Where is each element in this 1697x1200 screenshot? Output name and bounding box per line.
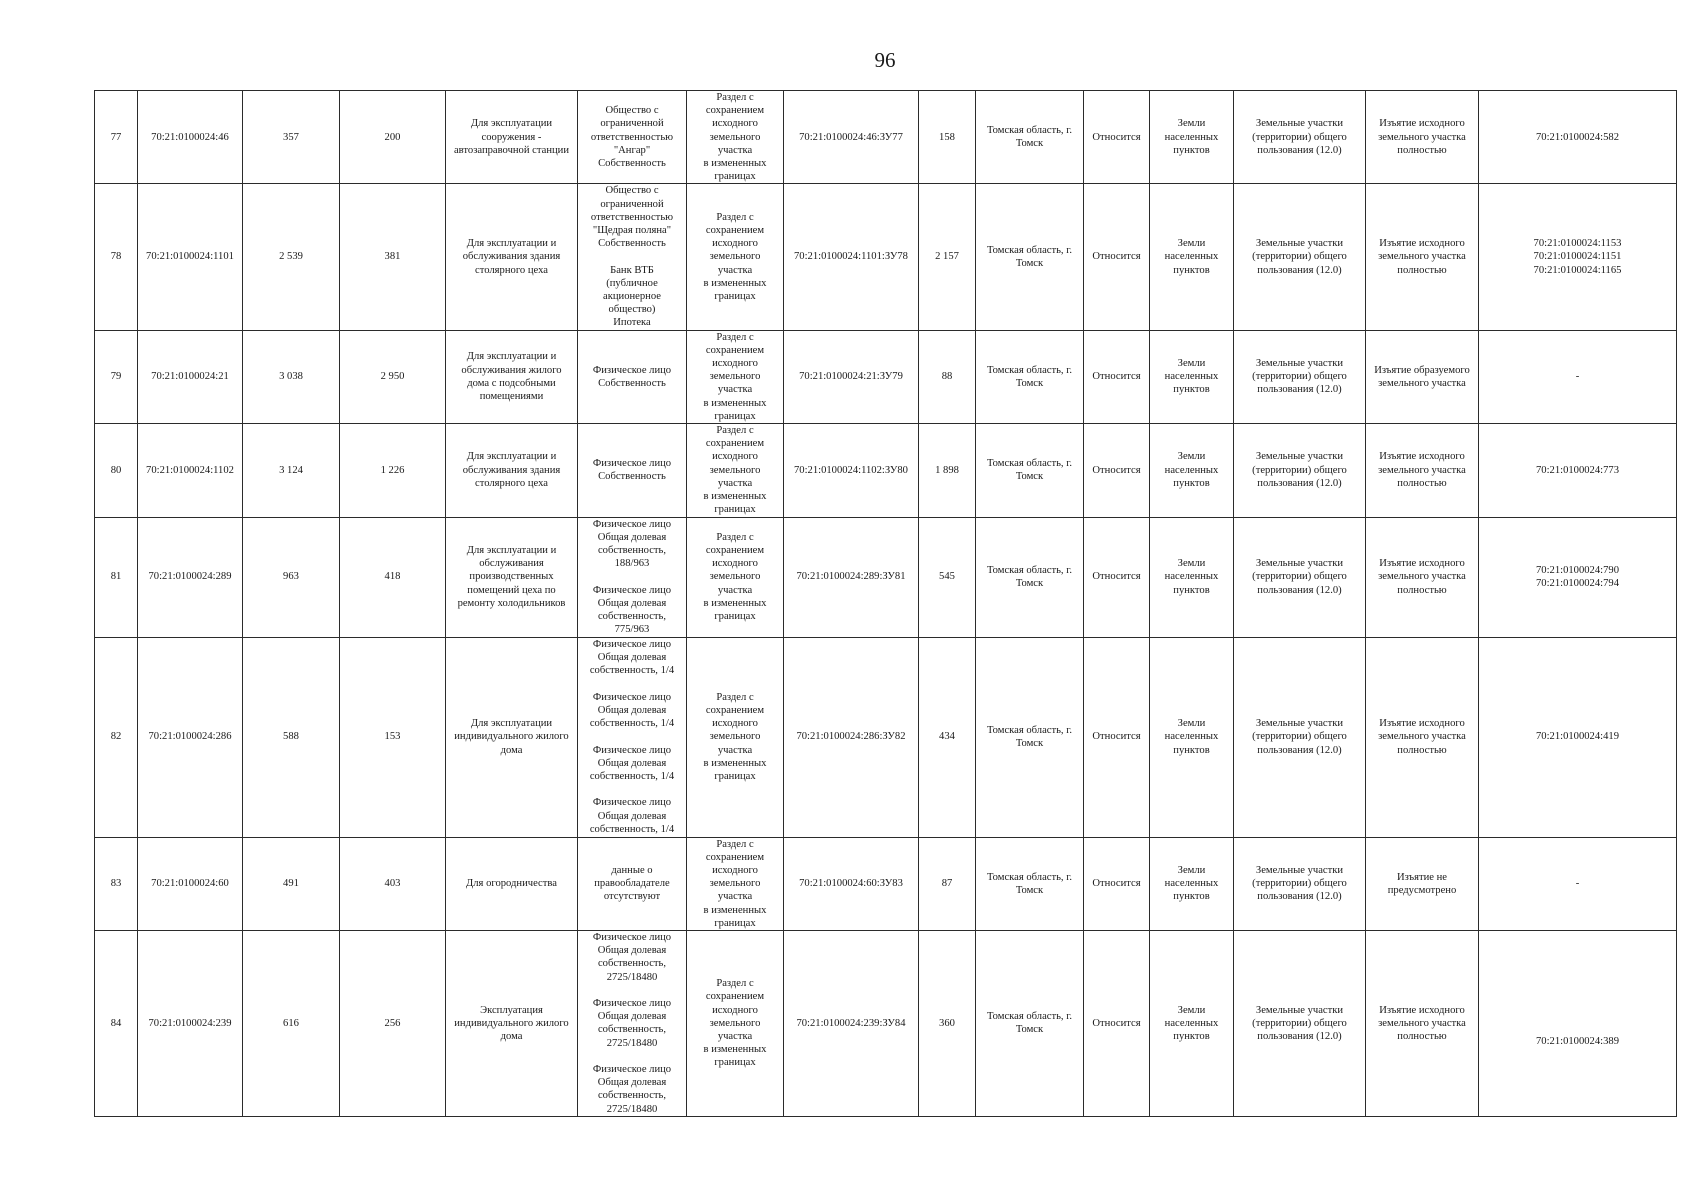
relation: Относится (1084, 930, 1150, 1116)
seizure-action: Изъятие исходного земельного участка полностью (1366, 424, 1479, 517)
new-plot-number: 70:21:0100024:1102:ЗУ80 (784, 424, 919, 517)
rights-holder: Физическое лицо Собственность (578, 424, 687, 517)
rights-holder: Общество с ограниченной ответственностью "Ангар" Собственность (578, 91, 687, 184)
land-category: Земли населенных пунктов (1150, 330, 1234, 423)
area-seized: 2 950 (340, 330, 446, 423)
table-row (95, 184, 1677, 330)
resulting-plots (1479, 930, 1677, 1116)
row-number: 84 (95, 930, 138, 1116)
table-row (95, 837, 1677, 930)
resulting-plots: 70:21:0100024:1153 70:21:0100024:1151 70:21:0100024:1165 (1479, 184, 1677, 330)
location: Томская область, г. Томск (976, 637, 1084, 837)
resulting-plots: - (1479, 330, 1677, 423)
area-seized: 200 (340, 91, 446, 184)
new-plot-area: 545 (919, 517, 976, 637)
table-row (95, 517, 1677, 637)
new-plot-area: 88 (919, 330, 976, 423)
cadastral-number: 70:21:0100024:46 (138, 91, 243, 184)
formation-method: Раздел с сохранением исходного земельного участка в измененных границах (687, 517, 784, 637)
relation: Относится (1084, 424, 1150, 517)
new-plot-area: 1 898 (919, 424, 976, 517)
location: Томская область, г. Томск (976, 930, 1084, 1116)
row-number: 78 (95, 184, 138, 330)
formation-method: Раздел с сохранением исходного земельного участка в измененных границах (687, 91, 784, 184)
row-number: 81 (95, 517, 138, 637)
land-category: Земли населенных пунктов (1150, 930, 1234, 1116)
table-row (95, 424, 1677, 517)
rights-holder: Общество с ограниченной ответственностью "Щедрая поляна" Собственность Банк ВТБ (публичное акционерное общество) Ипотека (578, 184, 687, 330)
row-number: 83 (95, 837, 138, 930)
location: Томская область, г. Томск (976, 837, 1084, 930)
area-seized: 418 (340, 517, 446, 637)
row-number: 77 (95, 91, 138, 184)
land-registry-table (94, 90, 1677, 1117)
rights-holder: Физическое лицо Собственность (578, 330, 687, 423)
area-seized: 153 (340, 637, 446, 837)
resulting-plots: 70:21:0100024:790 70:21:0100024:794 (1479, 517, 1677, 637)
resulting-plots: - (1479, 837, 1677, 930)
location: Томская область, г. Томск (976, 330, 1084, 423)
permitted-use-original: Для эксплуатации сооружения - автозаправочной станции (446, 91, 578, 184)
seizure-action: Изъятие не предусмотрено (1366, 837, 1479, 930)
permitted-use-original: Эксплуатация индивидуального жилого дома (446, 930, 578, 1116)
new-plot-number: 70:21:0100024:46:ЗУ77 (784, 91, 919, 184)
area-total: 3 124 (243, 424, 340, 517)
area-seized: 1 226 (340, 424, 446, 517)
formation-method: Раздел с сохранением исходного земельного участка в измененных границах (687, 330, 784, 423)
seizure-action: Изъятие образуемого земельного участка (1366, 330, 1479, 423)
cadastral-number: 70:21:0100024:1102 (138, 424, 243, 517)
area-total: 2 539 (243, 184, 340, 330)
formation-method: Раздел с сохранением исходного земельного участка в измененных границах (687, 837, 784, 930)
new-plot-number: 70:21:0100024:239:ЗУ84 (784, 930, 919, 1116)
table-row (95, 930, 1677, 1116)
formation-method: Раздел с сохранением исходного земельного участка в измененных границах (687, 930, 784, 1116)
relation: Относится (1084, 184, 1150, 330)
relation: Относится (1084, 637, 1150, 837)
resulting-plots: 70:21:0100024:419 (1479, 637, 1677, 837)
permitted-use-original: Для эксплуатации и обслуживания здания столярного цеха (446, 184, 578, 330)
seizure-action: Изъятие исходного земельного участка полностью (1366, 517, 1479, 637)
permitted-use-original: Для эксплуатации и обслуживания жилого дома с подсобными помещениями (446, 330, 578, 423)
formation-method: Раздел с сохранением исходного земельного участка в измененных границах (687, 184, 784, 330)
cadastral-number: 70:21:0100024:1101 (138, 184, 243, 330)
area-total: 3 038 (243, 330, 340, 423)
permitted-use-original: Для эксплуатации и обслуживания производственных помещений цеха по ремонту холодильников (446, 517, 578, 637)
permitted-use-new: Земельные участки (территории) общего пользования (12.0) (1234, 637, 1366, 837)
permitted-use-new: Земельные участки (территории) общего пользования (12.0) (1234, 930, 1366, 1116)
row-number: 80 (95, 424, 138, 517)
table-row (95, 91, 1677, 184)
formation-method: Раздел с сохранением исходного земельного участка в измененных границах (687, 424, 784, 517)
page-number: 96 (874, 48, 896, 72)
location: Томская область, г. Томск (976, 517, 1084, 637)
rights-holder: Физическое лицо Общая долевая собственность, 1/4 Физическое лицо Общая долевая собственность, 1/4 Физическое лицо Общая долевая собственность, 1/4 Физическое лицо Общая долевая собственность, 1/4 (578, 637, 687, 837)
cadastral-number: 70:21:0100024:289 (138, 517, 243, 637)
area-seized: 381 (340, 184, 446, 330)
rights-holder: данные о правообладателе отсутствуют (578, 837, 687, 930)
new-plot-area: 158 (919, 91, 976, 184)
row-number: 79 (95, 330, 138, 423)
cadastral-number: 70:21:0100024:21 (138, 330, 243, 423)
seizure-action: Изъятие исходного земельного участка полностью (1366, 637, 1479, 837)
area-seized: 256 (340, 930, 446, 1116)
permitted-use-original: Для огородничества (446, 837, 578, 930)
permitted-use-original: Для эксплуатации и обслуживания здания столярного цеха (446, 424, 578, 517)
area-total: 616 (243, 930, 340, 1116)
relation: Относится (1084, 330, 1150, 423)
land-category: Земли населенных пунктов (1150, 637, 1234, 837)
seizure-action: Изъятие исходного земельного участка полностью (1366, 91, 1479, 184)
permitted-use-original: Для эксплуатации индивидуального жилого дома (446, 637, 578, 837)
table-row (95, 637, 1677, 837)
new-plot-area: 360 (919, 930, 976, 1116)
land-category: Земли населенных пунктов (1150, 837, 1234, 930)
new-plot-area: 2 157 (919, 184, 976, 330)
new-plot-area: 434 (919, 637, 976, 837)
cadastral-number: 70:21:0100024:239 (138, 930, 243, 1116)
location: Томская область, г. Томск (976, 91, 1084, 184)
new-plot-number: 70:21:0100024:286:ЗУ82 (784, 637, 919, 837)
land-category: Земли населенных пунктов (1150, 184, 1234, 330)
resulting-plots: 70:21:0100024:773 (1479, 424, 1677, 517)
land-category: Земли населенных пунктов (1150, 517, 1234, 637)
area-total: 357 (243, 91, 340, 184)
relation: Относится (1084, 91, 1150, 184)
new-plot-number: 70:21:0100024:289:ЗУ81 (784, 517, 919, 637)
permitted-use-new: Земельные участки (территории) общего пользования (12.0) (1234, 424, 1366, 517)
area-total: 491 (243, 837, 340, 930)
permitted-use-new: Земельные участки (территории) общего пользования (12.0) (1234, 837, 1366, 930)
permitted-use-new: Земельные участки (территории) общего пользования (12.0) (1234, 330, 1366, 423)
area-seized: 403 (340, 837, 446, 930)
table-row (95, 330, 1677, 423)
new-plot-number: 70:21:0100024:21:ЗУ79 (784, 330, 919, 423)
row-number: 82 (95, 637, 138, 837)
resulting-plots-text: 70:21:0100024:389 (1536, 1035, 1619, 1047)
permitted-use-new: Земельные участки (территории) общего пользования (12.0) (1234, 91, 1366, 184)
relation: Относится (1084, 837, 1150, 930)
cadastral-number: 70:21:0100024:60 (138, 837, 243, 930)
formation-method: Раздел с сохранением исходного земельного участка в измененных границах (687, 637, 784, 837)
land-category: Земли населенных пунктов (1150, 91, 1234, 184)
relation: Относится (1084, 517, 1150, 637)
permitted-use-new: Земельные участки (территории) общего пользования (12.0) (1234, 184, 1366, 330)
location: Томская область, г. Томск (976, 184, 1084, 330)
seizure-action: Изъятие исходного земельного участка полностью (1366, 930, 1479, 1116)
permitted-use-new: Земельные участки (территории) общего пользования (12.0) (1234, 517, 1366, 637)
new-plot-number: 70:21:0100024:1101:ЗУ78 (784, 184, 919, 330)
area-total: 963 (243, 517, 340, 637)
cadastral-number: 70:21:0100024:286 (138, 637, 243, 837)
location: Томская область, г. Томск (976, 424, 1084, 517)
area-total: 588 (243, 637, 340, 837)
resulting-plots: 70:21:0100024:582 (1479, 91, 1677, 184)
seizure-action: Изъятие исходного земельного участка полностью (1366, 184, 1479, 330)
new-plot-number: 70:21:0100024:60:ЗУ83 (784, 837, 919, 930)
rights-holder: Физическое лицо Общая долевая собственность, 2725/18480 Физическое лицо Общая долевая собственность, 2725/18480 Физическое лицо Общая долевая собственность, 2725/18480 (578, 930, 687, 1116)
rights-holder: Физическое лицо Общая долевая собственность, 188/963 Физическое лицо Общая долевая собственность, 775/963 (578, 517, 687, 637)
land-category: Земли населенных пунктов (1150, 424, 1234, 517)
new-plot-area: 87 (919, 837, 976, 930)
